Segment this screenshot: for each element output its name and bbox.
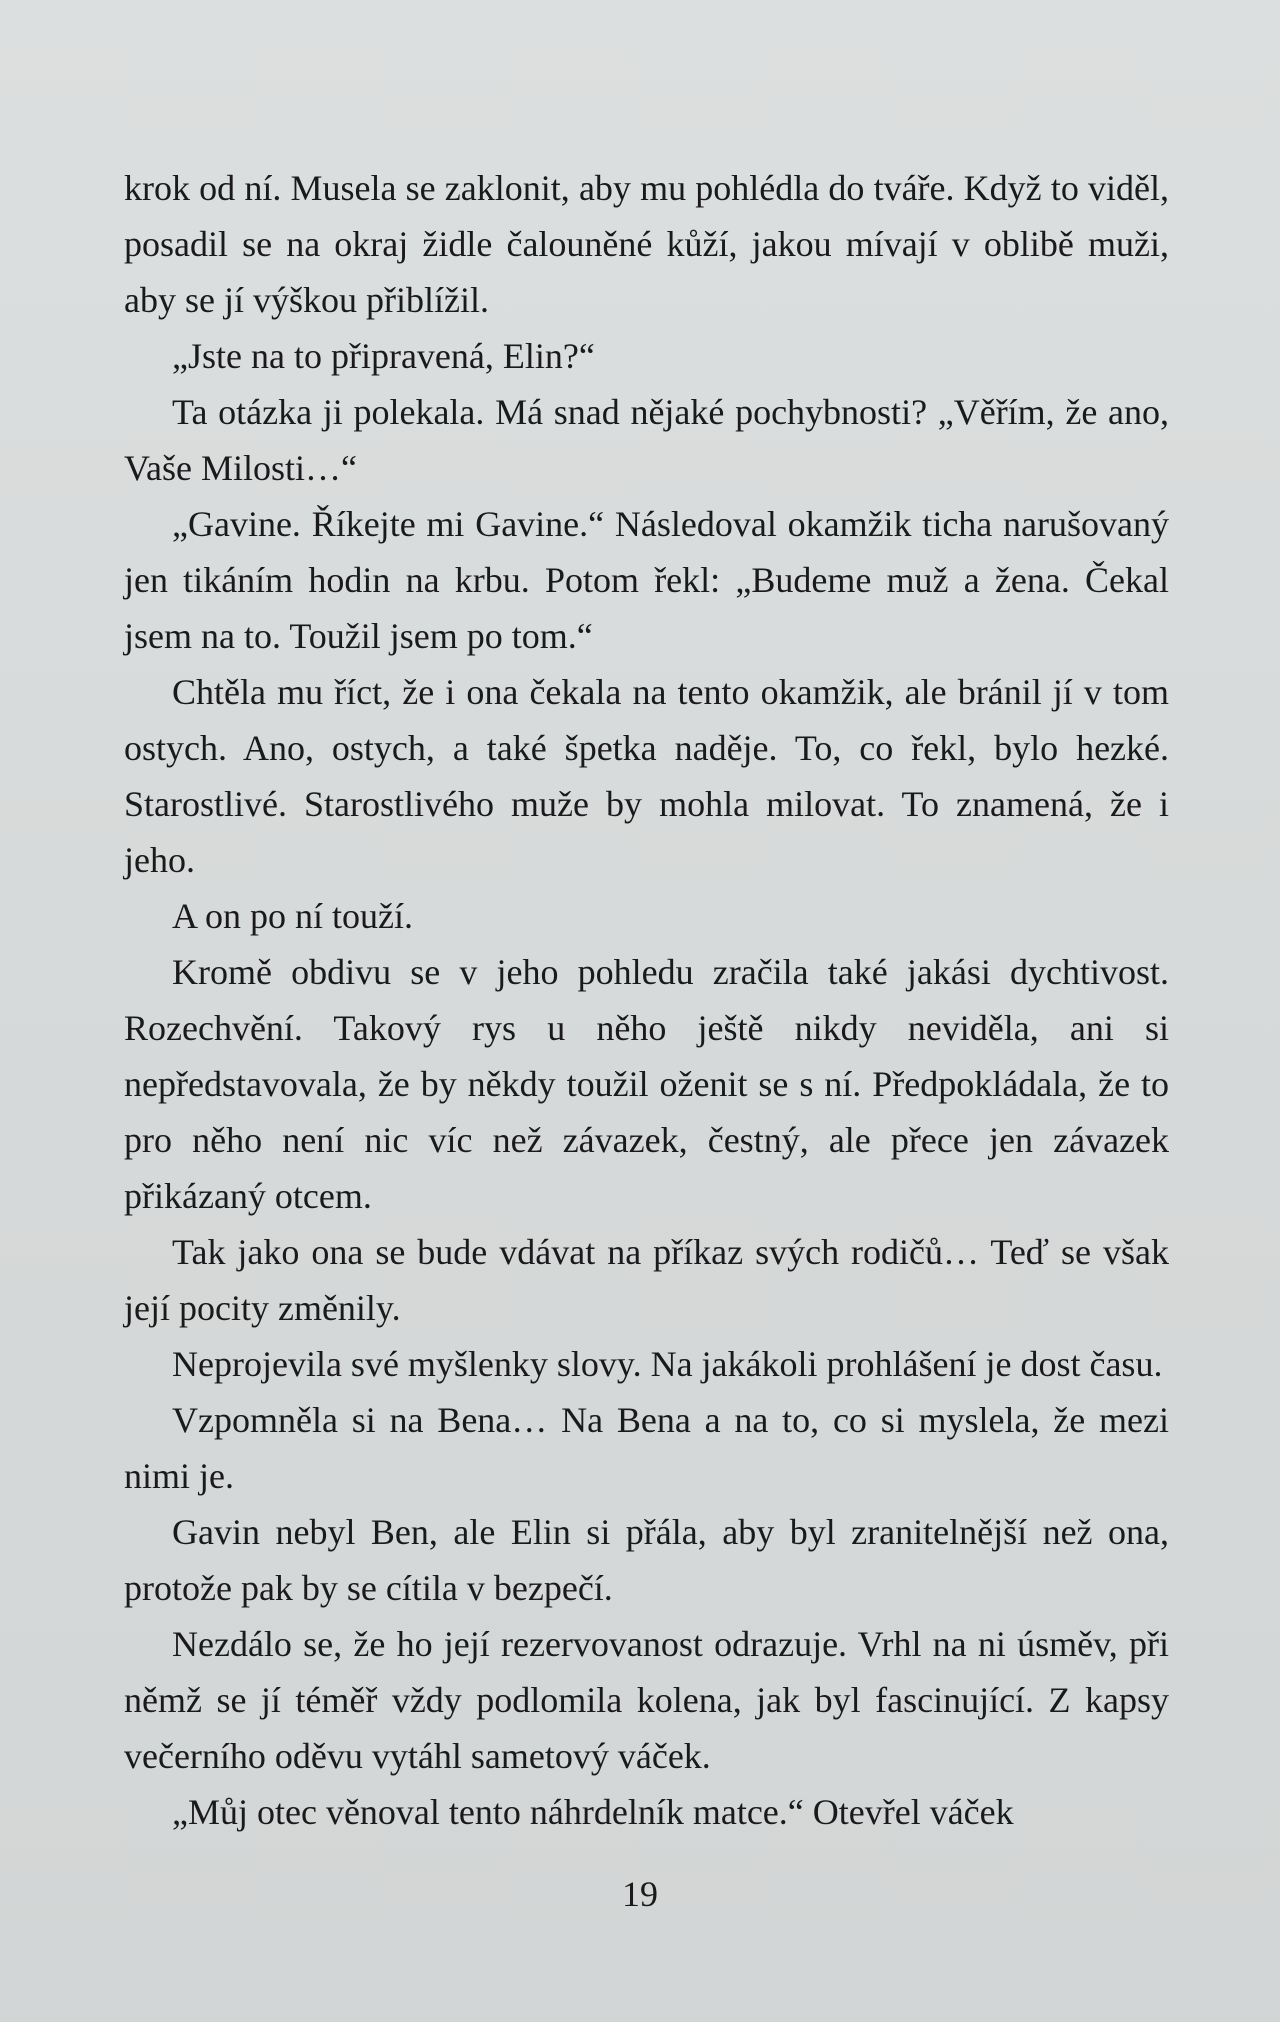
paragraph-4: „Gavine. Říkejte mi Gavine.“ Následoval okamžik ticha narušovaný jen tikáním hodin na krbu. Potom řekl: „Budeme muž a žena. Čekal jsem na to. Toužil jsem po tom.“: [124, 504, 1169, 656]
paragraph-11: Gavin nebyl Ben, ale Elin si přála, aby byl zranitelnější než ona, protože pak by se cítila v bezpečí.: [124, 1512, 1169, 1608]
paragraph-13: „Můj otec věnoval tento náhrdelník matce.“ Otevřel váček: [172, 1792, 1014, 1832]
paragraph-9: Neprojevila své myšlenky slovy. Na jakákoli prohlášení je dost času.: [172, 1344, 1163, 1384]
paragraph-12: Nezdálo se, že ho její rezervovanost odrazuje. Vrhl na ni úsměv, při němž se jí téměř vždy podlomila kolena, jak byl fascinující. Z kapsy večerního oděvu vytáhl sametový váček.: [124, 1624, 1169, 1776]
paragraph-6: A on po ní touží.: [172, 896, 413, 936]
paragraph-7: Kromě obdivu se v jeho pohledu zračila také jakási dychtivost. Rozechvění. Takový rys u něho ještě nikdy neviděla, ani si nepředstavovala, že by někdy toužil oženit se s ní. Předpokládala, že to pro něho není nic víc než závazek, čestný, ale přece jen závazek přikázaný otcem.: [124, 952, 1169, 1216]
paragraph-2: „Jste na to připravená, Elin?“: [172, 336, 595, 376]
paragraph-10: Vzpomněla si na Bena… Na Bena a na to, co si myslela, že mezi nimi je.: [124, 1400, 1169, 1496]
paragraph-1: krok od ní. Musela se zaklonit, aby mu pohlédla do tváře. Když to viděl, posadil se na okraj židle čalouněné kůží, jakou mívají v oblibě muži, aby se jí výškou přiblížil.: [124, 168, 1169, 320]
paragraph-3: Ta otázka ji polekala. Má snad nějaké pochybnosti? „Věřím, že ano, Vaše Milosti…“: [124, 392, 1169, 488]
page-number: 19: [622, 1874, 658, 1914]
paragraph-5: Chtěla mu říct, že i ona čekala na tento okamžik, ale bránil jí v tom ostych. Ano, ostych, a také špetka naděje. To, co řekl, bylo hezké. Starostlivé. Starostlivého muže by mohla milovat. To znamená, že i jeho.: [124, 672, 1169, 880]
paragraph-8: Tak jako ona se bude vdávat na příkaz svých rodičů… Teď se však její pocity změnily.: [124, 1232, 1169, 1328]
page-text: [124, 160, 1169, 1840]
